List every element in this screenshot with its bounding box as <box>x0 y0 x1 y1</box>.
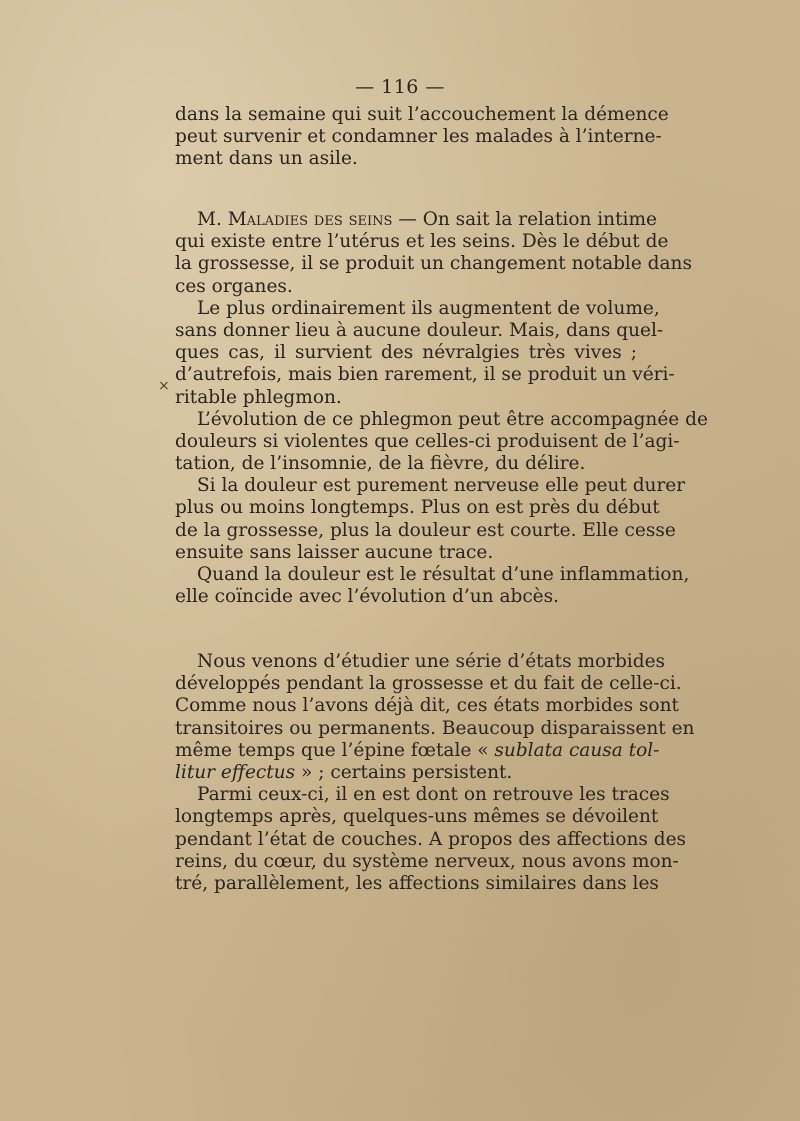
text-line: reins, du cœur, du système nerveux, nous avons mon- <box>175 850 679 872</box>
margin-annotation: × <box>158 378 170 394</box>
text-line <box>175 762 637 784</box>
text-line: longtemps après, quelques-uns mêmes se dévoilent <box>175 806 659 828</box>
text-line: Quand la douleur est le résultat d’une inflammation, <box>197 564 690 585</box>
text-line: Si la douleur est purement nerveuse elle peut durer <box>197 475 686 497</box>
text-line: Parmi ceux-ci, il en est dont on retrouve les traces <box>197 784 670 806</box>
text-line: qui existe entre l’utérus et les seins. Dès le début de <box>175 231 669 253</box>
text-line: douleurs si violentes que celles-ci produisent de l’agi- <box>175 430 680 452</box>
text-line: d’autrefois, mais bien rarement, il se produit un véri- <box>175 364 675 386</box>
text-line: Nous venons d’étudier une série d’états morbides <box>197 651 666 672</box>
text-line: ques cas, il survient des névralgies très vives ; <box>175 342 637 364</box>
text-line: ritable phlegmon. <box>175 386 342 408</box>
paragraph-continuation <box>175 104 669 171</box>
latin-quote: sublata causa tol- <box>494 739 660 761</box>
paragraph-etats-morbides <box>175 651 695 895</box>
text-line: Le plus ordinairement ils augmentent de volume, <box>197 297 660 319</box>
section-heading-line <box>175 209 657 231</box>
text-line: pendant l’état de couches. A propos des affections des <box>175 828 687 850</box>
section-heading: Maladies des seins <box>227 209 393 230</box>
text-line: tré, parallèlement, les affections similaires dans les <box>175 872 659 894</box>
text-line: développés pendant la grossesse et du fait de celle-ci. <box>175 673 682 695</box>
text-line: ces organes. <box>175 275 293 297</box>
text-span: même temps que l’épine fœtale « <box>175 739 489 761</box>
text-line: sans donner lieu à aucune douleur. Mais, dans quel- <box>175 319 664 341</box>
page-number: — 116 — <box>355 76 445 98</box>
text-span: » ; certains persistent. <box>301 761 513 783</box>
text-line: dans la semaine qui suit l’accouchement la démence <box>175 104 669 125</box>
text-line: de la grossesse, plus la douleur est courte. Elle cesse <box>175 519 676 541</box>
heading-letter: M. <box>197 209 222 230</box>
text-line: la grossesse, il se produit un changement notable dans <box>175 253 692 275</box>
text-line: L’évolution de ce phlegmon peut être accompagnée de <box>197 408 708 430</box>
text-line: transitoires ou permanents. Beaucoup disparaissent en <box>175 717 695 739</box>
text-line: ensuite sans laisser aucune trace. <box>175 541 494 563</box>
text-line: Comme nous l’avons déjà dit, ces états morbides sont <box>175 695 679 717</box>
text-line: elle coïncide avec l’évolution d’un abcès. <box>175 586 560 608</box>
text-line <box>175 739 660 762</box>
text-line: ment dans un asile. <box>175 148 358 170</box>
heading-text: — On sait la relation intime <box>398 209 657 230</box>
latin-quote: litur effectus <box>175 761 296 783</box>
text-line: plus ou moins longtemps. Plus on est près du début <box>175 497 660 519</box>
text-line: tation, de l’insomnie, de la fièvre, du délire. <box>175 453 586 475</box>
section-maladies-des-seins <box>175 209 708 608</box>
text-line: peut survenir et condamner les malades à l’interne- <box>175 126 662 148</box>
